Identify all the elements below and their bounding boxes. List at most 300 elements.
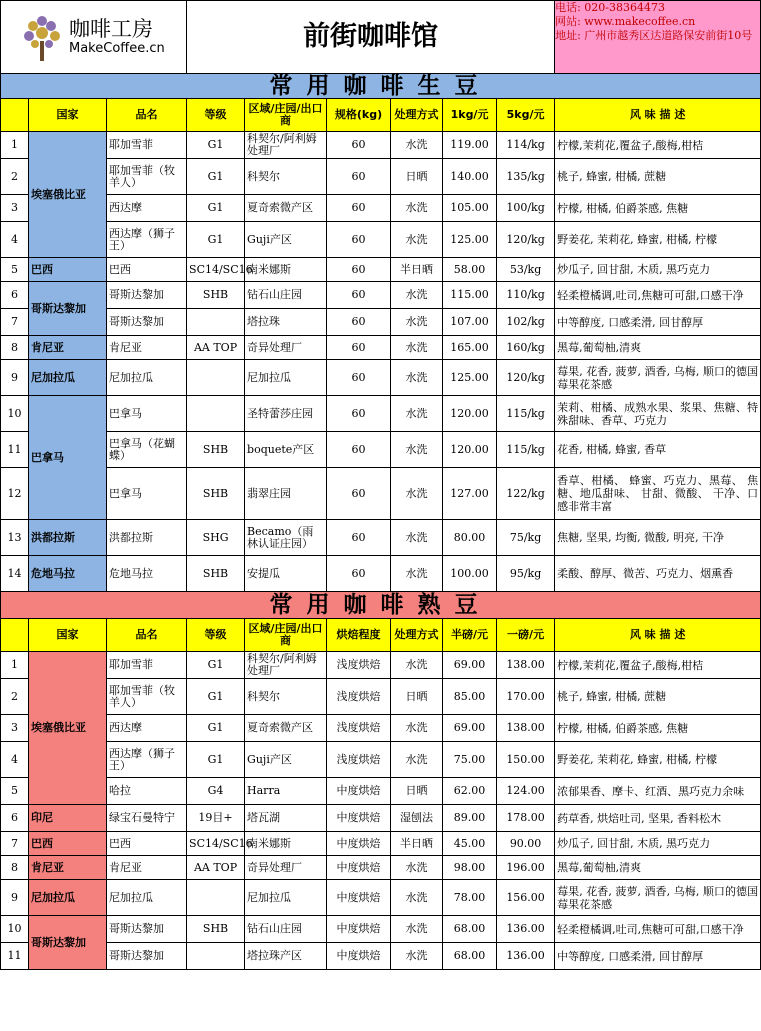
grade: G1	[187, 222, 245, 258]
spec: 60	[327, 159, 391, 195]
spec: 60	[327, 468, 391, 520]
flavor: 焦糖, 坚果, 均衡, 微酸, 明亮, 干净	[555, 520, 761, 556]
flavor: 药草香, 烘焙吐司, 坚果, 香料松木	[555, 805, 761, 832]
column-header: 半磅/元	[443, 619, 497, 652]
grade: SC14/SC16	[187, 258, 245, 282]
column-header: 等级	[187, 99, 245, 132]
row-number: 14	[1, 556, 29, 592]
flavor: 中等醇度, 口感柔滑, 回甘醇厚	[555, 309, 761, 336]
bean-name: 洪都拉斯	[107, 520, 187, 556]
country-cell: 印尼	[29, 805, 107, 832]
table-row	[1, 880, 761, 916]
phone-text: 电话: 020-38364473	[555, 1, 665, 14]
flavor: 野姜花, 茉莉花, 蜂蜜, 柑橘, 柠檬	[555, 742, 761, 778]
process: 水洗	[391, 520, 443, 556]
table-row	[1, 396, 761, 432]
green-bean-section-title: 常用咖啡生豆	[1, 74, 761, 99]
contact-info	[555, 1, 761, 74]
row-number: 7	[1, 309, 29, 336]
row-number: 4	[1, 742, 29, 778]
process: 水洗	[391, 916, 443, 943]
roast-level: 中度烘焙	[327, 943, 391, 970]
price-pound: 124.00	[497, 778, 555, 805]
table-row	[1, 159, 761, 195]
roast-level: 浅度烘焙	[327, 715, 391, 742]
country-cell: 巴西	[29, 258, 107, 282]
region: 圣特蕾莎庄园	[245, 396, 327, 432]
grade: SHB	[187, 432, 245, 468]
grade	[187, 396, 245, 432]
shop-name: 前街咖啡馆	[187, 1, 555, 74]
spec: 60	[327, 222, 391, 258]
roasted-column-headers	[1, 619, 761, 652]
row-number: 6	[1, 805, 29, 832]
process: 半日晒	[391, 258, 443, 282]
bean-name: 巴拿马	[107, 396, 187, 432]
price-5kg: 120/kg	[497, 360, 555, 396]
region: boquete产区	[245, 432, 327, 468]
flavor: 香草、柑橘、 蜂蜜、巧克力、黑莓、 焦糖、地瓜甜味、 甘甜、微酸、 干净、口感非常丰富	[555, 468, 761, 520]
roast-level: 中度烘焙	[327, 778, 391, 805]
price-half-pound: 68.00	[443, 943, 497, 970]
price-1kg: 125.00	[443, 222, 497, 258]
column-header-no	[1, 619, 29, 652]
price-half-pound: 69.00	[443, 652, 497, 679]
country-cell: 洪都拉斯	[29, 520, 107, 556]
bean-name: 哈拉	[107, 778, 187, 805]
flavor: 莓果, 花香, 菠萝, 酒香, 乌梅, 顺口的德国莓果花茶感	[555, 880, 761, 916]
price-1kg: 120.00	[443, 396, 497, 432]
row-number: 2	[1, 679, 29, 715]
logo-chinese-text: 咖啡工房	[69, 17, 153, 41]
price-pound: 150.00	[497, 742, 555, 778]
row-number: 12	[1, 468, 29, 520]
column-header: 5kg/元	[497, 99, 555, 132]
region: 奇异处理厂	[245, 336, 327, 360]
row-number: 7	[1, 832, 29, 856]
price-half-pound: 68.00	[443, 916, 497, 943]
price-half-pound: 45.00	[443, 832, 497, 856]
spec: 60	[327, 132, 391, 159]
table-row	[1, 943, 761, 970]
column-header: 国家	[29, 619, 107, 652]
process: 日晒	[391, 159, 443, 195]
country-cell: 埃塞俄比亚	[29, 652, 107, 805]
roasted-bean-section-title: 常用咖啡熟豆	[1, 592, 761, 619]
price-5kg: 122/kg	[497, 468, 555, 520]
country-cell: 尼加拉瓜	[29, 880, 107, 916]
bean-name: 耶加雪菲	[107, 652, 187, 679]
bean-name: 巴西	[107, 832, 187, 856]
country-cell: 巴西	[29, 832, 107, 856]
grade: SHB	[187, 916, 245, 943]
bean-name: 巴拿马	[107, 468, 187, 520]
country-cell: 巴拿马	[29, 396, 107, 520]
process: 水洗	[391, 856, 443, 880]
price-5kg: 100/kg	[497, 195, 555, 222]
column-header: 烘焙程度	[327, 619, 391, 652]
price-5kg: 135/kg	[497, 159, 555, 195]
region: 科契尔	[245, 679, 327, 715]
price-half-pound: 78.00	[443, 880, 497, 916]
column-header: 处理方式	[391, 99, 443, 132]
bean-name: 耶加雪菲（牧羊人）	[107, 679, 187, 715]
flavor: 柠檬, 柑橘, 伯爵茶感, 焦糖	[555, 715, 761, 742]
price-5kg: 114/kg	[497, 132, 555, 159]
grade: SHB	[187, 556, 245, 592]
spec: 60	[327, 360, 391, 396]
roast-level: 中度烘焙	[327, 880, 391, 916]
row-number: 9	[1, 360, 29, 396]
logo-english-text: MakeCoffee.cn	[69, 41, 165, 56]
process: 水洗	[391, 556, 443, 592]
region: 钻石山庄园	[245, 916, 327, 943]
column-header: 等级	[187, 619, 245, 652]
grade: G4	[187, 778, 245, 805]
price-half-pound: 85.00	[443, 679, 497, 715]
column-header: 品名	[107, 619, 187, 652]
region: 安提瓜	[245, 556, 327, 592]
region: 塔拉珠	[245, 309, 327, 336]
country-cell: 危地马拉	[29, 556, 107, 592]
row-number: 4	[1, 222, 29, 258]
column-header: 处理方式	[391, 619, 443, 652]
bean-name: 肯尼亚	[107, 336, 187, 360]
roast-level: 中度烘焙	[327, 916, 391, 943]
region: 奇异处理厂	[245, 856, 327, 880]
price-1kg: 107.00	[443, 309, 497, 336]
price-pound: 196.00	[497, 856, 555, 880]
roasted-bean-section-header	[1, 592, 761, 619]
row-number: 2	[1, 159, 29, 195]
price-pound: 138.00	[497, 715, 555, 742]
column-header: 一磅/元	[497, 619, 555, 652]
grade	[187, 880, 245, 916]
row-number: 3	[1, 715, 29, 742]
roast-level: 中度烘焙	[327, 832, 391, 856]
roast-level: 中度烘焙	[327, 856, 391, 880]
grade: SHB	[187, 468, 245, 520]
bean-name: 耶加雪菲（牧羊人）	[107, 159, 187, 195]
roast-level: 浅度烘焙	[327, 679, 391, 715]
grade: G1	[187, 132, 245, 159]
process: 水洗	[391, 715, 443, 742]
spec: 60	[327, 336, 391, 360]
table-row	[1, 195, 761, 222]
flavor: 柠檬,茉莉花,覆盆子,酸梅,柑桔	[555, 132, 761, 159]
table-row	[1, 432, 761, 468]
table-row	[1, 832, 761, 856]
bean-name: 绿宝石曼特宁	[107, 805, 187, 832]
region: Becamo（雨林认证庄园）	[245, 520, 327, 556]
table-row	[1, 652, 761, 679]
process: 水洗	[391, 652, 443, 679]
roast-level: 浅度烘焙	[327, 652, 391, 679]
process: 水洗	[391, 943, 443, 970]
table-row	[1, 916, 761, 943]
table-row	[1, 336, 761, 360]
row-number: 1	[1, 132, 29, 159]
flavor: 炒瓜子, 回甘甜, 木质, 黑巧克力	[555, 832, 761, 856]
region: 科契尔/阿利姆处理厂	[245, 132, 327, 159]
country-cell: 哥斯达黎加	[29, 916, 107, 970]
region: 尼加拉瓜	[245, 880, 327, 916]
price-half-pound: 62.00	[443, 778, 497, 805]
process: 半日晒	[391, 832, 443, 856]
process: 水洗	[391, 396, 443, 432]
region: 夏奇索微产区	[245, 715, 327, 742]
grade: SHG	[187, 520, 245, 556]
flavor: 桃子, 蜂蜜, 柑橘, 蔗糖	[555, 679, 761, 715]
bean-name: 巴拿马（花蝴蝶）	[107, 432, 187, 468]
price-1kg: 120.00	[443, 432, 497, 468]
table-row	[1, 556, 761, 592]
row-number: 10	[1, 396, 29, 432]
table-row	[1, 742, 761, 778]
column-header: 国家	[29, 99, 107, 132]
bean-name: 哥斯达黎加	[107, 282, 187, 309]
spec: 60	[327, 556, 391, 592]
region: Guji产区	[245, 222, 327, 258]
price-1kg: 127.00	[443, 468, 497, 520]
bean-name: 耶加雪菲	[107, 132, 187, 159]
process: 日晒	[391, 778, 443, 805]
sheet-header	[1, 1, 761, 74]
grade: G1	[187, 652, 245, 679]
bean-name: 哥斯达黎加	[107, 943, 187, 970]
price-pound: 136.00	[497, 943, 555, 970]
process: 水洗	[391, 742, 443, 778]
flavor: 莓果, 花香, 菠萝, 酒香, 乌梅, 顺口的德国莓果花茶感	[555, 360, 761, 396]
price-1kg: 58.00	[443, 258, 497, 282]
region: 夏奇索微产区	[245, 195, 327, 222]
coffee-tree-logo-icon	[21, 11, 63, 63]
table-row	[1, 715, 761, 742]
spec: 60	[327, 195, 391, 222]
column-header: 风 味 描 述	[555, 619, 761, 652]
column-header: 品名	[107, 99, 187, 132]
row-number: 8	[1, 856, 29, 880]
price-pound: 156.00	[497, 880, 555, 916]
bean-name: 西达摩（狮子王）	[107, 222, 187, 258]
price-1kg: 140.00	[443, 159, 497, 195]
table-row	[1, 132, 761, 159]
process: 湿刨法	[391, 805, 443, 832]
price-1kg: 115.00	[443, 282, 497, 309]
price-5kg: 102/kg	[497, 309, 555, 336]
flavor: 茉莉、柑橘、成熟水果、浆果、焦糖、特殊甜味、香草、巧克力	[555, 396, 761, 432]
region: Harra	[245, 778, 327, 805]
process: 水洗	[391, 309, 443, 336]
region: Guji产区	[245, 742, 327, 778]
table-row	[1, 222, 761, 258]
price-half-pound: 75.00	[443, 742, 497, 778]
row-number: 11	[1, 432, 29, 468]
price-5kg: 95/kg	[497, 556, 555, 592]
spec: 60	[327, 396, 391, 432]
process: 水洗	[391, 360, 443, 396]
grade: AA TOP	[187, 336, 245, 360]
table-row	[1, 778, 761, 805]
column-header-no	[1, 99, 29, 132]
flavor: 柠檬,茉莉花,覆盆子,酸梅,柑桔	[555, 652, 761, 679]
flavor: 柔酸、醇厚、微苦、巧克力、烟熏香	[555, 556, 761, 592]
region: 塔拉珠产区	[245, 943, 327, 970]
grade: SHB	[187, 282, 245, 309]
grade	[187, 309, 245, 336]
row-number: 3	[1, 195, 29, 222]
table-row	[1, 309, 761, 336]
region: 南米娜斯	[245, 258, 327, 282]
table-row	[1, 258, 761, 282]
row-number: 8	[1, 336, 29, 360]
price-1kg: 80.00	[443, 520, 497, 556]
price-pound: 178.00	[497, 805, 555, 832]
bean-name: 哥斯达黎加	[107, 916, 187, 943]
flavor: 炒瓜子, 回甘甜, 木质, 黑巧克力	[555, 258, 761, 282]
grade	[187, 943, 245, 970]
region: 科契尔	[245, 159, 327, 195]
grade: SC14/SC16	[187, 832, 245, 856]
grade: G1	[187, 195, 245, 222]
address-text: 地址: 广州市越秀区达道路保安前街10号	[555, 29, 753, 42]
column-header: 区域/庄园/出口商	[245, 619, 327, 652]
process: 水洗	[391, 222, 443, 258]
table-row	[1, 520, 761, 556]
process: 日晒	[391, 679, 443, 715]
bean-name: 西达摩	[107, 715, 187, 742]
bean-name: 危地马拉	[107, 556, 187, 592]
bean-name: 尼加拉瓜	[107, 880, 187, 916]
price-half-pound: 69.00	[443, 715, 497, 742]
green-column-headers	[1, 99, 761, 132]
table-row	[1, 679, 761, 715]
flavor: 野姜花, 茉莉花, 蜂蜜, 柑橘, 柠檬	[555, 222, 761, 258]
region: 科契尔/阿利姆处理厂	[245, 652, 327, 679]
process: 水洗	[391, 432, 443, 468]
country-cell: 肯尼亚	[29, 336, 107, 360]
region: 塔瓦湖	[245, 805, 327, 832]
price-1kg: 100.00	[443, 556, 497, 592]
country-cell: 肯尼亚	[29, 856, 107, 880]
price-pound: 138.00	[497, 652, 555, 679]
flavor: 黑莓,葡萄柚,清爽	[555, 856, 761, 880]
website-text: 网站: www.makecoffee.cn	[555, 15, 696, 28]
grade: G1	[187, 715, 245, 742]
grade: G1	[187, 679, 245, 715]
process: 水洗	[391, 336, 443, 360]
roast-level: 中度烘焙	[327, 805, 391, 832]
table-row	[1, 805, 761, 832]
row-number: 9	[1, 880, 29, 916]
grade: G1	[187, 742, 245, 778]
row-number: 6	[1, 282, 29, 309]
price-1kg: 165.00	[443, 336, 497, 360]
column-header: 风 味 描 述	[555, 99, 761, 132]
bean-name: 哥斯达黎加	[107, 309, 187, 336]
row-number: 10	[1, 916, 29, 943]
column-header: 规格(kg)	[327, 99, 391, 132]
region: 翡翠庄园	[245, 468, 327, 520]
bean-name: 尼加拉瓜	[107, 360, 187, 396]
region: 南米娜斯	[245, 832, 327, 856]
process: 水洗	[391, 468, 443, 520]
row-number: 13	[1, 520, 29, 556]
column-header: 区域/庄园/出口商	[245, 99, 327, 132]
price-half-pound: 89.00	[443, 805, 497, 832]
grade: G1	[187, 159, 245, 195]
spec: 60	[327, 282, 391, 309]
price-5kg: 160/kg	[497, 336, 555, 360]
green-bean-section-header	[1, 74, 761, 99]
column-header: 1kg/元	[443, 99, 497, 132]
flavor: 柠檬, 柑橘, 伯爵茶感, 焦糖	[555, 195, 761, 222]
price-half-pound: 98.00	[443, 856, 497, 880]
price-5kg: 110/kg	[497, 282, 555, 309]
spec: 60	[327, 309, 391, 336]
flavor: 中等醇度, 口感柔滑, 回甘醇厚	[555, 943, 761, 970]
grade: 19目+	[187, 805, 245, 832]
table-row	[1, 282, 761, 309]
flavor: 桃子, 蜂蜜, 柑橘, 蔗糖	[555, 159, 761, 195]
region: 钻石山庄园	[245, 282, 327, 309]
price-pound: 136.00	[497, 916, 555, 943]
row-number: 5	[1, 778, 29, 805]
row-number: 5	[1, 258, 29, 282]
grade: AA TOP	[187, 856, 245, 880]
row-number: 1	[1, 652, 29, 679]
process: 水洗	[391, 132, 443, 159]
price-1kg: 105.00	[443, 195, 497, 222]
country-cell: 尼加拉瓜	[29, 360, 107, 396]
spec: 60	[327, 520, 391, 556]
row-number: 11	[1, 943, 29, 970]
price-1kg: 125.00	[443, 360, 497, 396]
price-5kg: 115/kg	[497, 396, 555, 432]
price-5kg: 53/kg	[497, 258, 555, 282]
price-5kg: 120/kg	[497, 222, 555, 258]
process: 水洗	[391, 282, 443, 309]
bean-name: 肯尼亚	[107, 856, 187, 880]
price-5kg: 75/kg	[497, 520, 555, 556]
price-pound: 170.00	[497, 679, 555, 715]
flavor: 浓郁果香、摩卡、红酒、黑巧克力余味	[555, 778, 761, 805]
table-row	[1, 468, 761, 520]
logo-area	[1, 1, 187, 74]
bean-name: 西达摩	[107, 195, 187, 222]
table-row	[1, 360, 761, 396]
country-cell: 埃塞俄比亚	[29, 132, 107, 258]
price-5kg: 115/kg	[497, 432, 555, 468]
flavor: 黑莓,葡萄柚,清爽	[555, 336, 761, 360]
table-row	[1, 856, 761, 880]
flavor: 轻柔橙橘调,吐司,焦糖可可甜,口感干净	[555, 916, 761, 943]
price-pound: 90.00	[497, 832, 555, 856]
process: 水洗	[391, 880, 443, 916]
spec: 60	[327, 432, 391, 468]
country-cell: 哥斯达黎加	[29, 282, 107, 336]
process: 水洗	[391, 195, 443, 222]
flavor: 轻柔橙橘调,吐司,焦糖可可甜,口感干净	[555, 282, 761, 309]
price-1kg: 119.00	[443, 132, 497, 159]
bean-name: 巴西	[107, 258, 187, 282]
grade	[187, 360, 245, 396]
spec: 60	[327, 258, 391, 282]
flavor: 花香, 柑橘, 蜂蜜, 香草	[555, 432, 761, 468]
region: 尼加拉瓜	[245, 360, 327, 396]
bean-name: 西达摩（狮子王）	[107, 742, 187, 778]
roast-level: 浅度烘焙	[327, 742, 391, 778]
